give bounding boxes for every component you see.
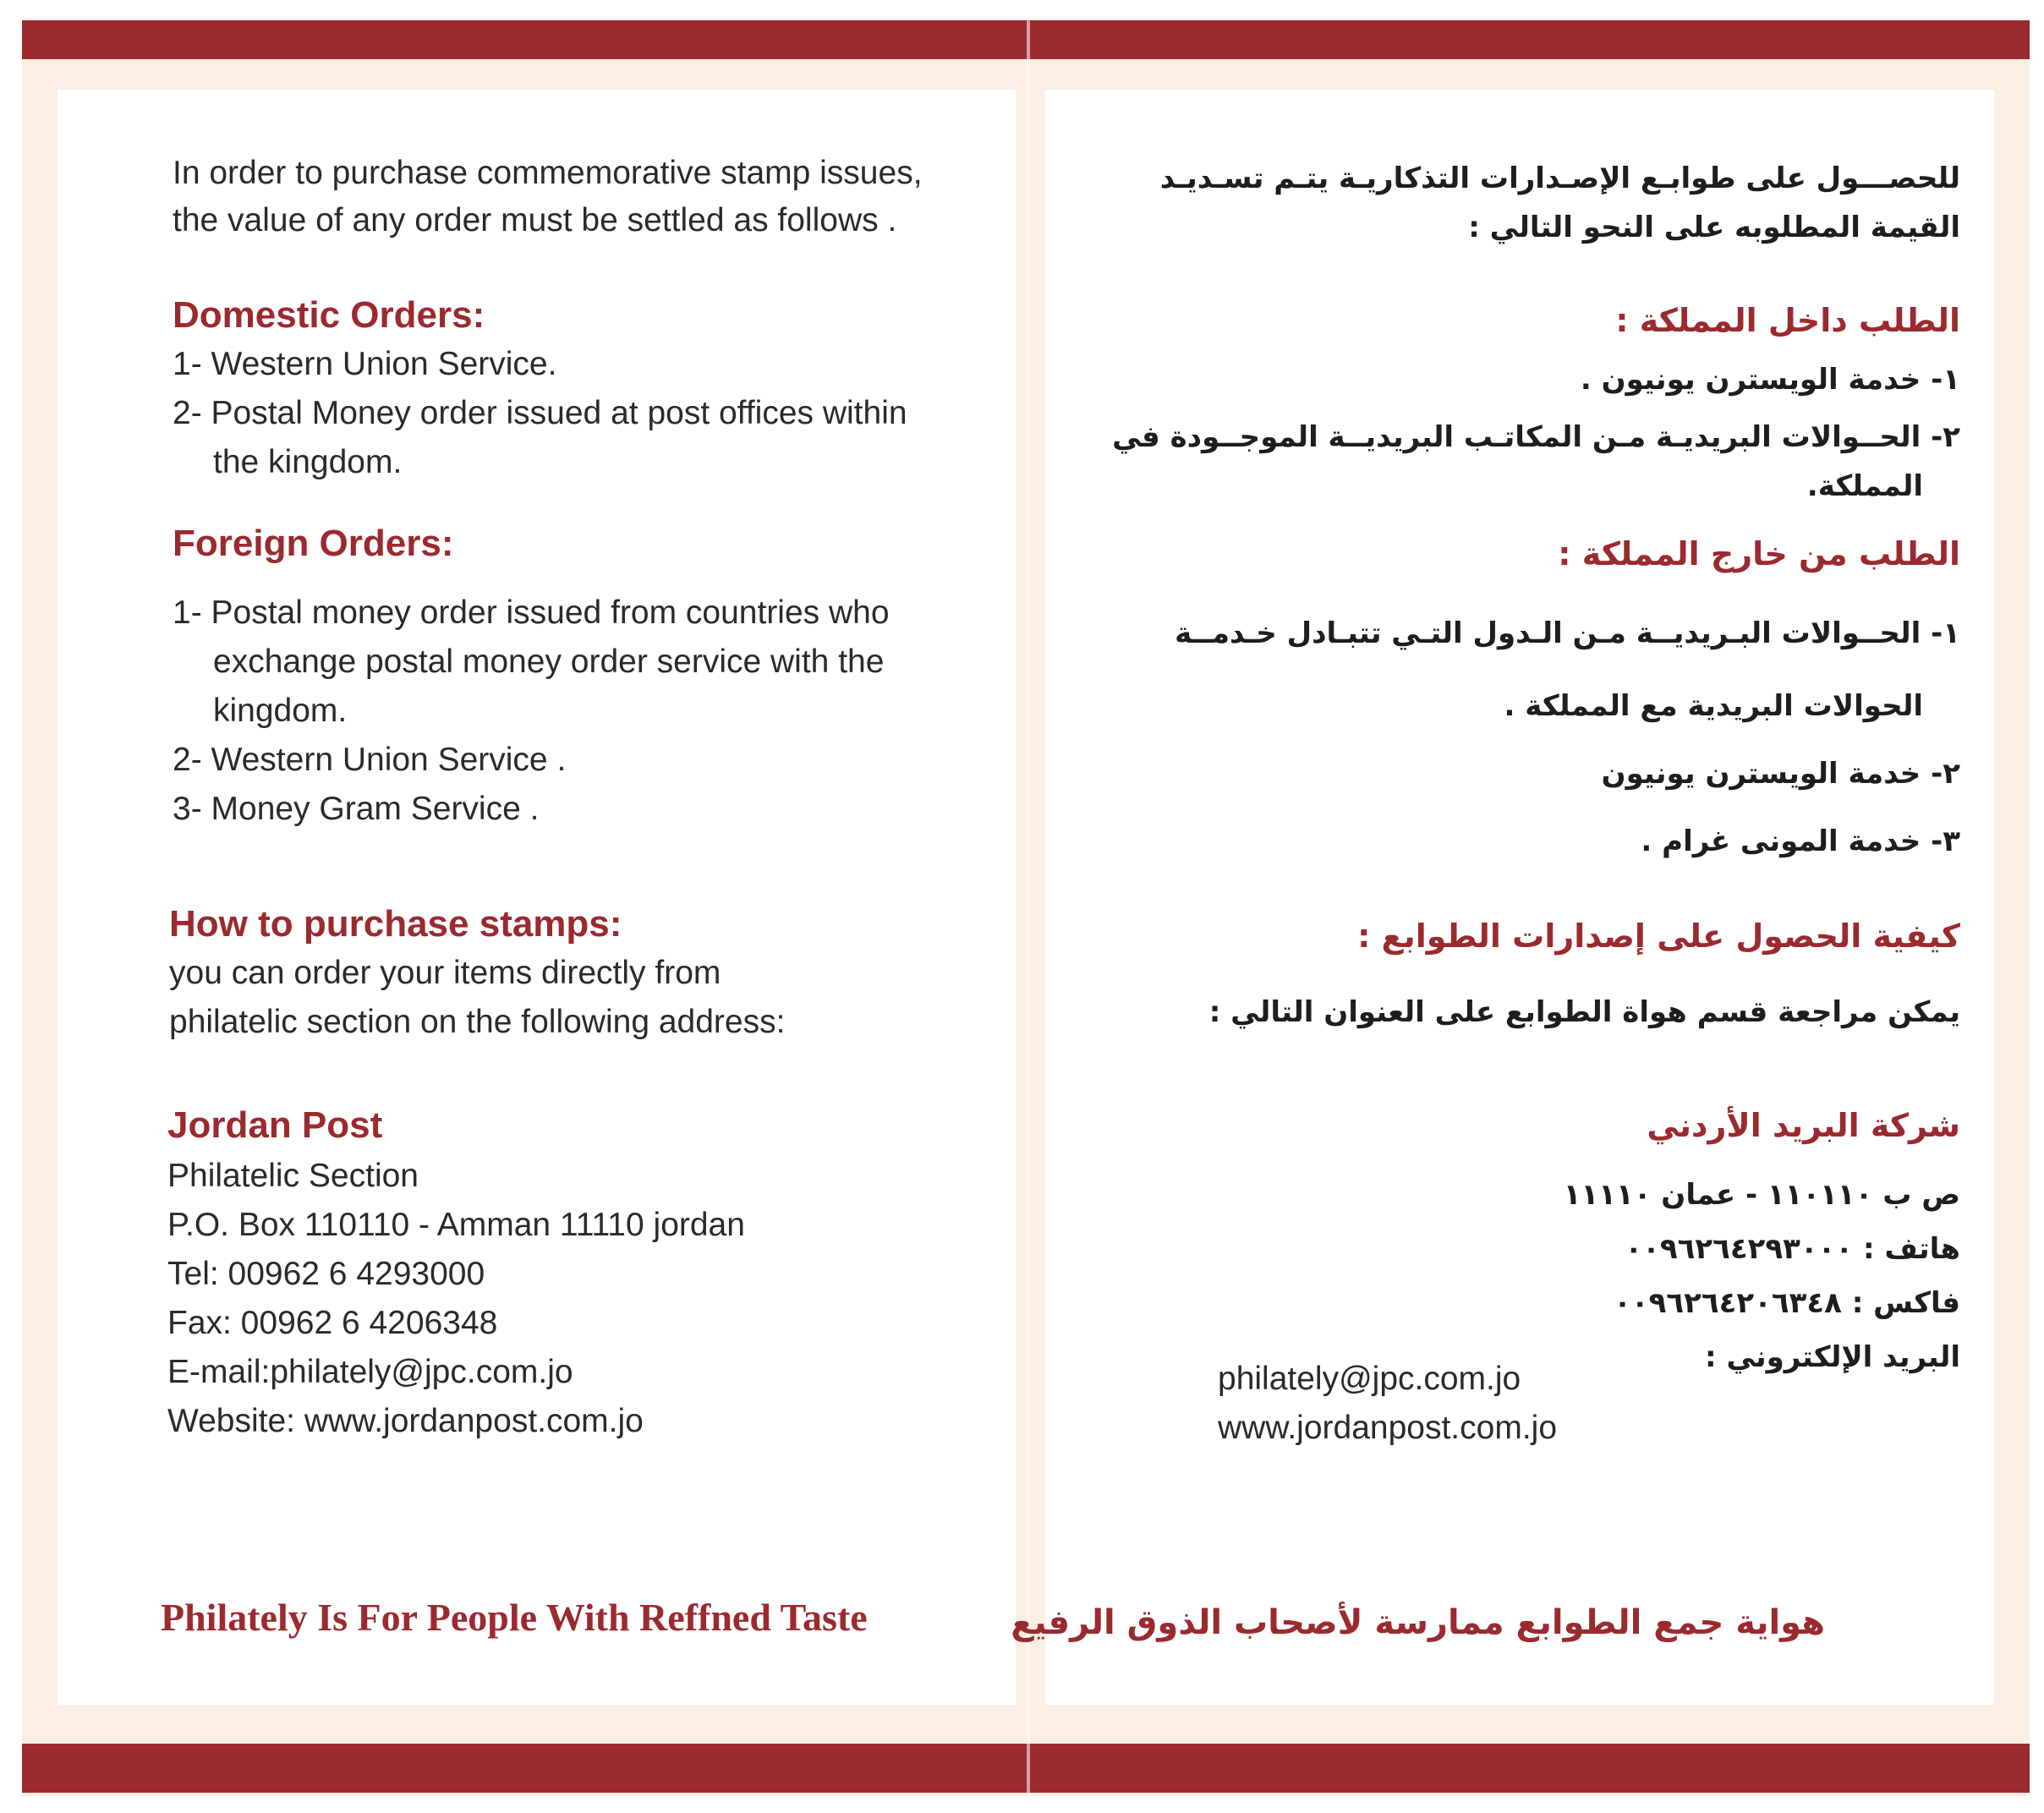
english-panel [58,90,1016,1705]
domestic-item-2: 2- Postal Money order issued at post offices within [173,395,907,431]
ar-domestic-heading: الطلب داخل المملكة : [1615,302,1960,339]
address-line-1: Philatelic Section [167,1158,419,1194]
ar-email-value: philately@jpc.com.jo [1218,1361,1521,1397]
arabic-panel [1011,90,1994,1705]
ar-foreign-item-3: ٣- خدمة المونى غرام . [1641,824,1960,858]
tel-line: Tel: 00962 6 4293000 [167,1256,485,1292]
domestic-item-1: 1- Western Union Service. [173,346,557,382]
ar-domestic-item-2-cont: المملكة. [1806,469,1923,503]
domestic-orders-heading: Domestic Orders: [173,294,485,336]
website-line: Website: www.jordanpost.com.jo [167,1403,644,1439]
how-to-purchase-heading: How to purchase stamps: [169,903,622,945]
foreign-item-1-cont-1: exchange postal money order service with the [213,644,885,680]
ar-website-value: www.jordanpost.com.jo [1218,1410,1558,1446]
center-fold [1027,20,1030,1796]
ar-how-to-text: يمكن مراجعة قسم هواة الطوابع على العنوان التالي : [1208,995,1960,1029]
intro-line-2: the value of any order must be settled as follows . [173,202,897,238]
fax-line: Fax: 00962 6 4206348 [167,1305,498,1341]
ar-email-label: البريد الإلكتروني : [1705,1340,1960,1374]
foreign-item-1: 1- Postal money order issued from countries who [173,594,890,631]
arabic-slogan: هواية جمع الطوابع ممارسة لأصحاب الذوق الرفيع [1011,1603,1825,1642]
foreign-item-3: 3- Money Gram Service . [173,791,540,827]
how-to-text-2: philatelic section on the following address: [169,1004,786,1040]
ar-domestic-item-2: ٢- الحــوالات البريديـة مـن المكاتـب البريديــة الموجــودة في [1112,420,1960,454]
ar-foreign-item-1-cont: الحوالات البريدية مع المملكة . [1504,689,1923,723]
ar-domestic-item-1: ١- خدمة الويسترن يونيون . [1580,363,1960,397]
ar-company-name: شركة البريد الأردني [1647,1107,1960,1144]
ar-intro-line-2: القيمة المطلوبه على النحو التالي : [1468,211,1960,244]
domestic-item-2-cont: the kingdom. [213,444,403,480]
intro-line-1: In order to purchase commemorative stamp issues, [173,155,923,191]
brochure-sheet [22,20,2030,1796]
company-name: Jordan Post [167,1104,383,1146]
english-slogan: Philately Is For People With Reffned Taste [161,1596,868,1639]
ar-intro-line-1: للحصـــول على طوابـع الإصـدارات التذكاريـة يتـم تسـديـد [1159,162,1960,195]
ar-phone: هاتف : ٠٠٩٦٢٦٤٢٩٣٠٠٠ [1625,1232,1960,1266]
address-line-2: P.O. Box 110110 - Amman 11110 jordan [167,1207,745,1243]
foreign-item-1-cont-2: kingdom. [213,693,348,729]
ar-fax: فاكس : ٠٠٩٦٢٦٤٢٠٦٣٤٨ [1614,1286,1960,1320]
foreign-item-2: 2- Western Union Service . [173,742,567,778]
ar-foreign-item-1: ١- الحــوالات البـريديــة مـن الـدول التـي تتبـادل خـدمــة [1175,616,1960,650]
ar-foreign-item-2: ٢- خدمة الويسترن يونيون [1601,757,1960,791]
email-line: E-mail:philately@jpc.com.jo [167,1354,573,1390]
ar-how-to-heading: كيفية الحصول على إصدارات الطوابع : [1357,917,1960,955]
top-band [22,20,2030,59]
ar-po-box: ص ب ١١٠١١٠ - عمان ١١١١٠ [1563,1178,1960,1212]
ar-foreign-heading: الطلب من خارج المملكة : [1558,535,1960,572]
bottom-band [22,1744,2030,1793]
how-to-text-1: you can order your items directly from [169,955,721,991]
foreign-orders-heading: Foreign Orders: [173,523,454,564]
